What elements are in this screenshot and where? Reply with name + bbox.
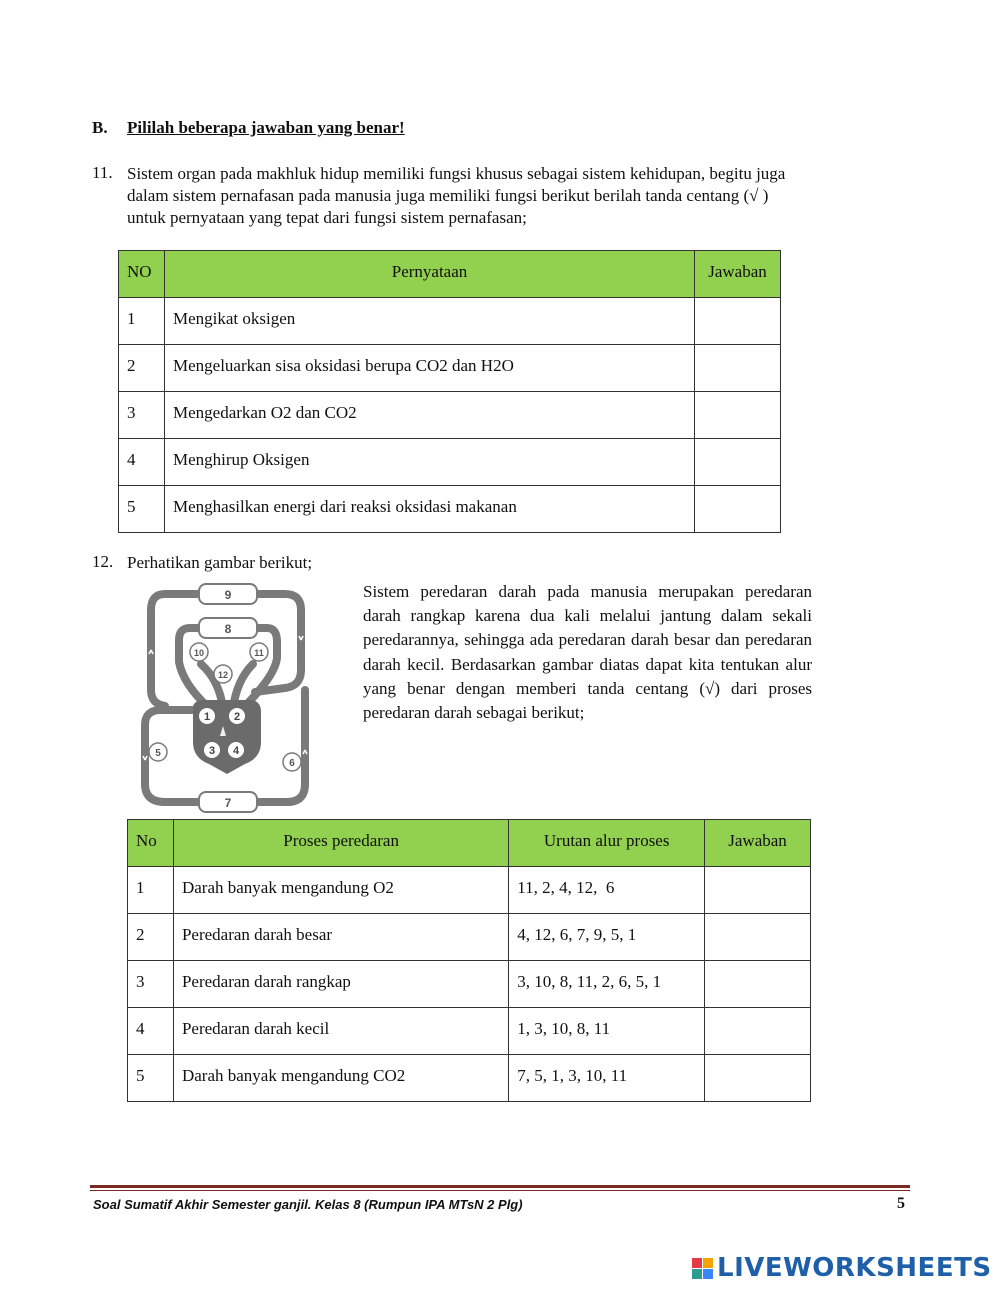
label-4: 4 bbox=[232, 745, 240, 757]
q12-header-process: Proses peredaran bbox=[173, 820, 508, 867]
answer-cell[interactable] bbox=[695, 392, 781, 439]
table-row bbox=[119, 345, 781, 392]
q12-number: 12. bbox=[92, 552, 114, 571]
table-row bbox=[128, 961, 811, 1008]
label-6: 6 bbox=[289, 758, 295, 769]
table-row bbox=[119, 486, 781, 533]
row-order: 7, 5, 1, 3, 10, 11 bbox=[509, 1055, 705, 1102]
row-statement: Mengeluarkan sisa oksidasi berupa CO2 dan H2O bbox=[164, 345, 694, 392]
q12-table-header bbox=[128, 820, 811, 867]
row-process: Peredaran darah rangkap bbox=[173, 961, 508, 1008]
row-no: 2 bbox=[119, 345, 165, 392]
row-no: 1 bbox=[119, 298, 165, 345]
table-row bbox=[119, 439, 781, 486]
row-no: 5 bbox=[119, 486, 165, 533]
q11-line-2: dalam sistem pernafasan pada manusia juga memiliki fungsi berikut berilah tanda centang (√ ) bbox=[127, 186, 769, 205]
table-row bbox=[128, 1008, 811, 1055]
row-order: 11, 2, 4, 12, 6 bbox=[509, 867, 705, 914]
footer-rule-thin bbox=[90, 1190, 910, 1191]
answer-cell[interactable] bbox=[705, 961, 811, 1008]
q11-text bbox=[127, 163, 907, 229]
answer-cell[interactable] bbox=[705, 1008, 811, 1055]
circulation-diagram bbox=[135, 580, 315, 816]
answer-cell[interactable] bbox=[705, 1055, 811, 1102]
table-row bbox=[119, 392, 781, 439]
q12-table bbox=[127, 819, 811, 1102]
q11-header-answer: Jawaban bbox=[695, 251, 781, 298]
section-title: Pililah beberapa jawaban yang benar! bbox=[127, 118, 405, 137]
footer-rule bbox=[90, 1185, 910, 1188]
q11-header-statement: Pernyataan bbox=[164, 251, 694, 298]
row-no: 2 bbox=[128, 914, 174, 961]
q11-line-1: Sistem organ pada makhluk hidup memiliki fungsi khusus sebagai sistem kehidupan, begitu juga bbox=[127, 164, 786, 183]
row-order: 1, 3, 10, 8, 11 bbox=[509, 1008, 705, 1055]
q12-header-no: No bbox=[128, 820, 174, 867]
label-8: 8 bbox=[224, 622, 232, 636]
q12-paragraph: Sistem peredaran darah pada manusia merupakan peredaran darah rangkap karena dua kali melalui jantung dalam sekali peredarannya, sehingga ada peredaran darah besar dan peredaran darah kecil. Berdasarkan gambar diatas dapat kita tentukan alur yang benar dengan memberi tanda centang (√) dari proses peredaran darah sebagai berikut; bbox=[363, 582, 812, 723]
brand-square-icon bbox=[692, 1269, 702, 1279]
label-1: 1 bbox=[203, 711, 211, 723]
label-10: 10 bbox=[193, 648, 205, 658]
page-number: 5 bbox=[897, 1195, 905, 1212]
label-9: 9 bbox=[224, 588, 232, 602]
row-no: 4 bbox=[119, 439, 165, 486]
answer-cell[interactable] bbox=[705, 914, 811, 961]
table-row bbox=[128, 1055, 811, 1102]
q12-intro: Perhatikan gambar berikut; bbox=[127, 553, 313, 572]
table-row bbox=[128, 914, 811, 961]
q11-header-no: NO bbox=[119, 251, 165, 298]
answer-cell[interactable] bbox=[705, 867, 811, 914]
label-2: 2 bbox=[233, 711, 241, 723]
row-process: Peredaran darah kecil bbox=[173, 1008, 508, 1055]
row-statement: Menghirup Oksigen bbox=[164, 439, 694, 486]
q11-table bbox=[118, 250, 781, 533]
label-5: 5 bbox=[155, 748, 161, 759]
q11-table-header bbox=[119, 251, 781, 298]
row-no: 3 bbox=[128, 961, 174, 1008]
row-statement: Mengikat oksigen bbox=[164, 298, 694, 345]
section-letter: B. bbox=[92, 118, 108, 137]
answer-cell[interactable] bbox=[695, 345, 781, 392]
row-no: 4 bbox=[128, 1008, 174, 1055]
brand-square-icon bbox=[703, 1258, 713, 1268]
table-row bbox=[128, 867, 811, 914]
answer-cell[interactable] bbox=[695, 439, 781, 486]
row-statement: Mengedarkan O2 dan CO2 bbox=[164, 392, 694, 439]
brand-name: LIVEWORKSHEETS bbox=[717, 1253, 992, 1283]
row-process: Darah banyak mengandung O2 bbox=[173, 867, 508, 914]
answer-cell[interactable] bbox=[695, 298, 781, 345]
row-order: 4, 12, 6, 7, 9, 5, 1 bbox=[509, 914, 705, 961]
row-no: 5 bbox=[128, 1055, 174, 1102]
row-process: Darah banyak mengandung CO2 bbox=[173, 1055, 508, 1102]
brand-square-icon bbox=[692, 1258, 702, 1268]
q11-number: 11. bbox=[92, 163, 113, 182]
answer-cell[interactable] bbox=[695, 486, 781, 533]
row-order: 3, 10, 8, 11, 2, 6, 5, 1 bbox=[509, 961, 705, 1008]
row-statement: Menghasilkan energi dari reaksi oksidasi makanan bbox=[164, 486, 694, 533]
row-no: 3 bbox=[119, 392, 165, 439]
label-12: 12 bbox=[217, 670, 229, 680]
q12-header-order: Urutan alur proses bbox=[509, 820, 705, 867]
label-7: 7 bbox=[224, 796, 232, 810]
row-no: 1 bbox=[128, 867, 174, 914]
q12-header-answer: Jawaban bbox=[705, 820, 811, 867]
row-process: Peredaran darah besar bbox=[173, 914, 508, 961]
footer-text: Soal Sumatif Akhir Semester ganjil. Kelas 8 (Rumpun IPA MTsN 2 Plg) bbox=[93, 1197, 523, 1212]
brand-grid-icon bbox=[692, 1258, 713, 1279]
vessel-6 bbox=[257, 690, 305, 802]
label-3: 3 bbox=[208, 745, 216, 757]
label-11: 11 bbox=[254, 648, 264, 658]
q11-line-3: untuk pernyataan yang tepat dari fungsi sistem pernafasan; bbox=[127, 208, 527, 227]
brand-logo[interactable] bbox=[692, 1253, 992, 1283]
brand-square-icon bbox=[703, 1269, 713, 1279]
table-row bbox=[119, 298, 781, 345]
